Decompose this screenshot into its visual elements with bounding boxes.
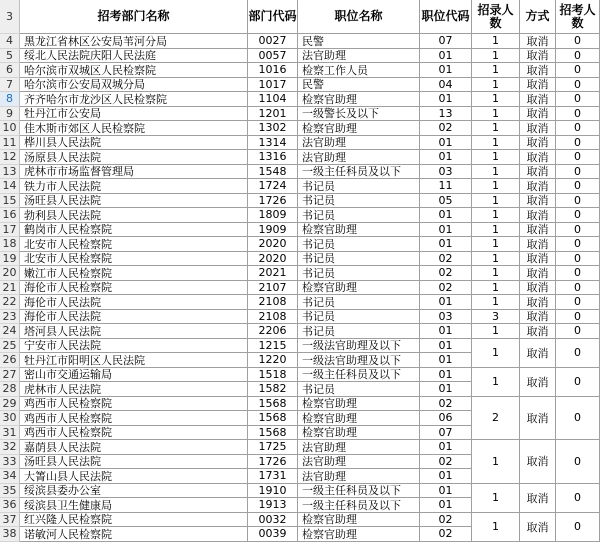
- row-header[interactable]: 16: [0, 208, 20, 223]
- dept-code-cell[interactable]: 1582: [248, 382, 298, 397]
- exam-count-cell[interactable]: 0: [556, 223, 600, 238]
- dept-code-cell[interactable]: 1220: [248, 353, 298, 368]
- row-header[interactable]: 13: [0, 165, 20, 180]
- hire-count-cell[interactable]: 2: [472, 397, 520, 441]
- dept-cell[interactable]: 勃利县人民法院: [20, 208, 248, 223]
- dept-cell[interactable]: 北安市人民检察院: [20, 237, 248, 252]
- method-cell[interactable]: 取消: [520, 237, 556, 252]
- method-cell[interactable]: 取消: [520, 150, 556, 165]
- dept-code-cell[interactable]: 1314: [248, 136, 298, 151]
- dept-code-cell[interactable]: 2108: [248, 295, 298, 310]
- position-cell[interactable]: 书记员: [298, 252, 420, 267]
- position-code-cell[interactable]: 01: [420, 150, 472, 165]
- dept-code-cell[interactable]: 1201: [248, 107, 298, 122]
- exam-count-cell[interactable]: 0: [556, 150, 600, 165]
- position-cell[interactable]: 一级法官助理及以下: [298, 353, 420, 368]
- exam-count-cell[interactable]: 0: [556, 310, 600, 325]
- position-code-cell[interactable]: 01: [420, 339, 472, 354]
- position-cell[interactable]: 一级警长及以下: [298, 107, 420, 122]
- column-header[interactable]: 方式: [520, 0, 556, 34]
- dept-code-cell[interactable]: 1017: [248, 78, 298, 93]
- dept-code-cell[interactable]: 1726: [248, 194, 298, 209]
- position-cell[interactable]: 书记员: [298, 382, 420, 397]
- dept-cell[interactable]: 嫩江市人民检察院: [20, 266, 248, 281]
- row-header[interactable]: 17: [0, 223, 20, 238]
- position-cell[interactable]: 法官助理: [298, 455, 420, 470]
- exam-count-cell[interactable]: 0: [556, 440, 600, 484]
- position-cell[interactable]: 民警: [298, 78, 420, 93]
- position-code-cell[interactable]: 11: [420, 179, 472, 194]
- row-header[interactable]: 25: [0, 339, 20, 354]
- dept-cell[interactable]: 汤原县人民法院: [20, 150, 248, 165]
- hire-count-cell[interactable]: 1: [472, 368, 520, 397]
- row-header[interactable]: 33: [0, 455, 20, 470]
- position-code-cell[interactable]: 02: [420, 252, 472, 267]
- position-code-cell[interactable]: 01: [420, 49, 472, 64]
- row-header[interactable]: 10: [0, 121, 20, 136]
- dept-cell[interactable]: 牡丹江市阳明区人民法院: [20, 353, 248, 368]
- position-code-cell[interactable]: 01: [420, 223, 472, 238]
- method-cell[interactable]: 取消: [520, 63, 556, 78]
- column-header[interactable]: 部门代码: [248, 0, 298, 34]
- exam-count-cell[interactable]: 0: [556, 107, 600, 122]
- method-cell[interactable]: 取消: [520, 339, 556, 368]
- dept-cell[interactable]: 黑龙江省林区公安局苇河分局: [20, 34, 248, 49]
- dept-code-cell[interactable]: 2206: [248, 324, 298, 339]
- position-cell[interactable]: 书记员: [298, 179, 420, 194]
- row-header[interactable]: 5: [0, 49, 20, 64]
- method-cell[interactable]: 取消: [520, 78, 556, 93]
- row-header[interactable]: 3: [0, 0, 20, 34]
- dept-code-cell[interactable]: 1725: [248, 440, 298, 455]
- position-cell[interactable]: 法官助理: [298, 440, 420, 455]
- dept-code-cell[interactable]: 1316: [248, 150, 298, 165]
- column-header[interactable]: 招考人数: [556, 0, 600, 34]
- hire-count-cell[interactable]: 1: [472, 484, 520, 513]
- position-cell[interactable]: 检察官助理: [298, 411, 420, 426]
- position-cell[interactable]: 书记员: [298, 310, 420, 325]
- exam-count-cell[interactable]: 0: [556, 208, 600, 223]
- row-header[interactable]: 27: [0, 368, 20, 383]
- position-code-cell[interactable]: 02: [420, 527, 472, 542]
- dept-code-cell[interactable]: 1568: [248, 411, 298, 426]
- row-header[interactable]: 26: [0, 353, 20, 368]
- exam-count-cell[interactable]: 0: [556, 368, 600, 397]
- exam-count-cell[interactable]: 0: [556, 63, 600, 78]
- row-header[interactable]: 30: [0, 411, 20, 426]
- exam-count-cell[interactable]: 0: [556, 513, 600, 542]
- position-code-cell[interactable]: 01: [420, 368, 472, 383]
- method-cell[interactable]: 取消: [520, 266, 556, 281]
- dept-cell[interactable]: 鸡西市人民检察院: [20, 397, 248, 412]
- row-header[interactable]: 29: [0, 397, 20, 412]
- row-header[interactable]: 28: [0, 382, 20, 397]
- hire-count-cell[interactable]: 1: [472, 121, 520, 136]
- hire-count-cell[interactable]: 1: [472, 237, 520, 252]
- method-cell[interactable]: 取消: [520, 208, 556, 223]
- position-code-cell[interactable]: 07: [420, 34, 472, 49]
- column-header[interactable]: 职位名称: [298, 0, 420, 34]
- row-header[interactable]: 7: [0, 78, 20, 93]
- position-cell[interactable]: 检察官助理: [298, 426, 420, 441]
- hire-count-cell[interactable]: 1: [472, 107, 520, 122]
- hire-count-cell[interactable]: 1: [472, 136, 520, 151]
- position-code-cell[interactable]: 01: [420, 484, 472, 499]
- position-cell[interactable]: 书记员: [298, 295, 420, 310]
- hire-count-cell[interactable]: 1: [472, 34, 520, 49]
- row-header[interactable]: 18: [0, 237, 20, 252]
- dept-code-cell[interactable]: 2021: [248, 266, 298, 281]
- exam-count-cell[interactable]: 0: [556, 136, 600, 151]
- method-cell[interactable]: 取消: [520, 295, 556, 310]
- position-cell[interactable]: 法官助理: [298, 469, 420, 484]
- dept-code-cell[interactable]: 1016: [248, 63, 298, 78]
- position-code-cell[interactable]: 07: [420, 426, 472, 441]
- dept-code-cell[interactable]: 1548: [248, 165, 298, 180]
- dept-cell[interactable]: 牡丹江市公安局: [20, 107, 248, 122]
- row-header[interactable]: 19: [0, 252, 20, 267]
- position-cell[interactable]: 书记员: [298, 194, 420, 209]
- dept-cell[interactable]: 虎林市市场监督管理局: [20, 165, 248, 180]
- position-code-cell[interactable]: 13: [420, 107, 472, 122]
- dept-cell[interactable]: 北安市人民检察院: [20, 252, 248, 267]
- method-cell[interactable]: 取消: [520, 179, 556, 194]
- hire-count-cell[interactable]: 1: [472, 194, 520, 209]
- dept-cell[interactable]: 汤旺县人民法院: [20, 455, 248, 470]
- dept-code-cell[interactable]: 1215: [248, 339, 298, 354]
- dept-cell[interactable]: 海伦市人民检察院: [20, 281, 248, 296]
- row-header[interactable]: 31: [0, 426, 20, 441]
- exam-count-cell[interactable]: 0: [556, 194, 600, 209]
- dept-code-cell[interactable]: 1518: [248, 368, 298, 383]
- position-code-cell[interactable]: 01: [420, 382, 472, 397]
- dept-cell[interactable]: 鹤岗市人民检察院: [20, 223, 248, 238]
- dept-cell[interactable]: 嘉荫县人民法院: [20, 440, 248, 455]
- position-cell[interactable]: 一级主任科员及以下: [298, 165, 420, 180]
- hire-count-cell[interactable]: 1: [472, 208, 520, 223]
- method-cell[interactable]: 取消: [520, 368, 556, 397]
- exam-count-cell[interactable]: 0: [556, 121, 600, 136]
- position-code-cell[interactable]: 01: [420, 469, 472, 484]
- method-cell[interactable]: 取消: [520, 92, 556, 107]
- exam-count-cell[interactable]: 0: [556, 34, 600, 49]
- method-cell[interactable]: 取消: [520, 223, 556, 238]
- exam-count-cell[interactable]: 0: [556, 252, 600, 267]
- exam-count-cell[interactable]: 0: [556, 92, 600, 107]
- position-cell[interactable]: 检察官助理: [298, 121, 420, 136]
- dept-cell[interactable]: 鸡西市人民检察院: [20, 411, 248, 426]
- dept-code-cell[interactable]: 0057: [248, 49, 298, 64]
- dept-cell[interactable]: 铁力市人民法院: [20, 179, 248, 194]
- dept-code-cell[interactable]: 2108: [248, 310, 298, 325]
- row-header[interactable]: 12: [0, 150, 20, 165]
- dept-code-cell[interactable]: 1726: [248, 455, 298, 470]
- dept-code-cell[interactable]: 1909: [248, 223, 298, 238]
- hire-count-cell[interactable]: 1: [472, 339, 520, 368]
- row-header[interactable]: 35: [0, 484, 20, 499]
- method-cell[interactable]: 取消: [520, 107, 556, 122]
- exam-count-cell[interactable]: 0: [556, 295, 600, 310]
- column-header[interactable]: 招录人数: [472, 0, 520, 34]
- row-header[interactable]: 21: [0, 281, 20, 296]
- position-code-cell[interactable]: 01: [420, 324, 472, 339]
- dept-code-cell[interactable]: 2107: [248, 281, 298, 296]
- dept-code-cell[interactable]: 2020: [248, 237, 298, 252]
- hire-count-cell[interactable]: 1: [472, 165, 520, 180]
- position-code-cell[interactable]: 01: [420, 440, 472, 455]
- dept-code-cell[interactable]: 0027: [248, 34, 298, 49]
- position-cell[interactable]: 法官助理: [298, 49, 420, 64]
- position-code-cell[interactable]: 01: [420, 63, 472, 78]
- dept-cell[interactable]: 齐齐哈尔市龙沙区人民检察院: [20, 92, 248, 107]
- position-cell[interactable]: 书记员: [298, 208, 420, 223]
- dept-code-cell[interactable]: 1104: [248, 92, 298, 107]
- exam-count-cell[interactable]: 0: [556, 339, 600, 368]
- dept-cell[interactable]: 汤旺县人民法院: [20, 194, 248, 209]
- dept-cell[interactable]: 绥滨县委办公室: [20, 484, 248, 499]
- method-cell[interactable]: 取消: [520, 440, 556, 484]
- position-code-cell[interactable]: 01: [420, 92, 472, 107]
- position-cell[interactable]: 书记员: [298, 324, 420, 339]
- exam-count-cell[interactable]: 0: [556, 266, 600, 281]
- position-code-cell[interactable]: 01: [420, 136, 472, 151]
- hire-count-cell[interactable]: 1: [472, 92, 520, 107]
- hire-count-cell[interactable]: 1: [472, 266, 520, 281]
- method-cell[interactable]: 取消: [520, 34, 556, 49]
- dept-code-cell[interactable]: 2020: [248, 252, 298, 267]
- method-cell[interactable]: 取消: [520, 121, 556, 136]
- exam-count-cell[interactable]: 0: [556, 78, 600, 93]
- position-cell[interactable]: 书记员: [298, 237, 420, 252]
- row-header[interactable]: 36: [0, 498, 20, 513]
- dept-cell[interactable]: 诺敏河人民检察院: [20, 527, 248, 542]
- exam-count-cell[interactable]: 0: [556, 484, 600, 513]
- position-code-cell[interactable]: 02: [420, 266, 472, 281]
- position-cell[interactable]: 检察官助理: [298, 397, 420, 412]
- dept-code-cell[interactable]: 0032: [248, 513, 298, 528]
- position-code-cell[interactable]: 02: [420, 121, 472, 136]
- dept-cell[interactable]: 哈尔滨市公安局双城分局: [20, 78, 248, 93]
- hire-count-cell[interactable]: 1: [472, 223, 520, 238]
- row-header[interactable]: 37: [0, 513, 20, 528]
- position-code-cell[interactable]: 01: [420, 237, 472, 252]
- dept-cell[interactable]: 海伦市人民法院: [20, 295, 248, 310]
- column-header[interactable]: 招考部门名称: [20, 0, 248, 34]
- position-code-cell[interactable]: 02: [420, 513, 472, 528]
- position-cell[interactable]: 检察官助理: [298, 513, 420, 528]
- dept-cell[interactable]: 海伦市人民法院: [20, 310, 248, 325]
- position-code-cell[interactable]: 04: [420, 78, 472, 93]
- method-cell[interactable]: 取消: [520, 281, 556, 296]
- dept-cell[interactable]: 密山市交通运输局: [20, 368, 248, 383]
- position-cell[interactable]: 一级主任科员及以下: [298, 368, 420, 383]
- method-cell[interactable]: 取消: [520, 194, 556, 209]
- dept-cell[interactable]: 宁安市人民法院: [20, 339, 248, 354]
- exam-count-cell[interactable]: 0: [556, 237, 600, 252]
- position-code-cell[interactable]: 01: [420, 498, 472, 513]
- method-cell[interactable]: 取消: [520, 310, 556, 325]
- position-cell[interactable]: 一级主任科员及以下: [298, 498, 420, 513]
- method-cell[interactable]: 取消: [520, 49, 556, 64]
- exam-count-cell[interactable]: 0: [556, 397, 600, 441]
- dept-code-cell[interactable]: 1809: [248, 208, 298, 223]
- row-header[interactable]: 9: [0, 107, 20, 122]
- position-cell[interactable]: 一级主任科员及以下: [298, 484, 420, 499]
- dept-code-cell[interactable]: 1913: [248, 498, 298, 513]
- dept-code-cell[interactable]: 1724: [248, 179, 298, 194]
- row-header[interactable]: 22: [0, 295, 20, 310]
- row-header[interactable]: 23: [0, 310, 20, 325]
- position-cell[interactable]: 一级法官助理及以下: [298, 339, 420, 354]
- dept-code-cell[interactable]: 1731: [248, 469, 298, 484]
- method-cell[interactable]: 取消: [520, 252, 556, 267]
- position-code-cell[interactable]: 01: [420, 208, 472, 223]
- position-code-cell[interactable]: 01: [420, 353, 472, 368]
- method-cell[interactable]: 取消: [520, 513, 556, 542]
- row-header[interactable]: 32: [0, 440, 20, 455]
- row-header[interactable]: 4: [0, 34, 20, 49]
- dept-cell[interactable]: 绥北人民法院庆阳人民法庭: [20, 49, 248, 64]
- hire-count-cell[interactable]: 1: [472, 440, 520, 484]
- hire-count-cell[interactable]: 1: [472, 78, 520, 93]
- hire-count-cell[interactable]: 1: [472, 295, 520, 310]
- method-cell[interactable]: 取消: [520, 136, 556, 151]
- position-cell[interactable]: 检察工作人员: [298, 63, 420, 78]
- position-code-cell[interactable]: 06: [420, 411, 472, 426]
- hire-count-cell[interactable]: 1: [472, 150, 520, 165]
- position-code-cell[interactable]: 03: [420, 165, 472, 180]
- exam-count-cell[interactable]: 0: [556, 281, 600, 296]
- exam-count-cell[interactable]: 0: [556, 179, 600, 194]
- hire-count-cell[interactable]: 1: [472, 281, 520, 296]
- row-header[interactable]: 6: [0, 63, 20, 78]
- row-header[interactable]: 20: [0, 266, 20, 281]
- hire-count-cell[interactable]: 1: [472, 513, 520, 542]
- dept-code-cell[interactable]: 1910: [248, 484, 298, 499]
- dept-code-cell[interactable]: 0039: [248, 527, 298, 542]
- position-code-cell[interactable]: 03: [420, 310, 472, 325]
- dept-cell[interactable]: 桦川县人民法院: [20, 136, 248, 151]
- exam-count-cell[interactable]: 0: [556, 165, 600, 180]
- method-cell[interactable]: 取消: [520, 484, 556, 513]
- row-header[interactable]: 14: [0, 179, 20, 194]
- hire-count-cell[interactable]: 1: [472, 324, 520, 339]
- method-cell[interactable]: 取消: [520, 165, 556, 180]
- hire-count-cell[interactable]: 1: [472, 252, 520, 267]
- dept-cell[interactable]: 佳木斯市郊区人民检察院: [20, 121, 248, 136]
- dept-cell[interactable]: 大箐山县人民法院: [20, 469, 248, 484]
- position-code-cell[interactable]: 01: [420, 295, 472, 310]
- column-header[interactable]: 职位代码: [420, 0, 472, 34]
- row-header[interactable]: 24: [0, 324, 20, 339]
- row-header[interactable]: 8: [0, 92, 20, 107]
- hire-count-cell[interactable]: 1: [472, 179, 520, 194]
- dept-cell[interactable]: 绥滨县卫生健康局: [20, 498, 248, 513]
- dept-cell[interactable]: 哈尔滨市双城区人民检察院: [20, 63, 248, 78]
- position-code-cell[interactable]: 02: [420, 397, 472, 412]
- dept-cell[interactable]: 红兴隆人民检察院: [20, 513, 248, 528]
- method-cell[interactable]: 取消: [520, 324, 556, 339]
- exam-count-cell[interactable]: 0: [556, 324, 600, 339]
- hire-count-cell[interactable]: 1: [472, 49, 520, 64]
- position-cell[interactable]: 检察官助理: [298, 92, 420, 107]
- hire-count-cell[interactable]: 1: [472, 63, 520, 78]
- dept-code-cell[interactable]: 1568: [248, 397, 298, 412]
- row-header[interactable]: 15: [0, 194, 20, 209]
- position-cell[interactable]: 检察官助理: [298, 281, 420, 296]
- row-header[interactable]: 38: [0, 527, 20, 542]
- hire-count-cell[interactable]: 3: [472, 310, 520, 325]
- dept-code-cell[interactable]: 1302: [248, 121, 298, 136]
- row-header[interactable]: 11: [0, 136, 20, 151]
- position-cell[interactable]: 检察官助理: [298, 527, 420, 542]
- position-cell[interactable]: 检察官助理: [298, 223, 420, 238]
- position-code-cell[interactable]: 05: [420, 194, 472, 209]
- position-cell[interactable]: 法官助理: [298, 136, 420, 151]
- position-cell[interactable]: 民警: [298, 34, 420, 49]
- position-cell[interactable]: 书记员: [298, 266, 420, 281]
- row-header[interactable]: 34: [0, 469, 20, 484]
- dept-cell[interactable]: 鸡西市人民检察院: [20, 426, 248, 441]
- position-code-cell[interactable]: 02: [420, 281, 472, 296]
- dept-cell[interactable]: 塔河县人民法院: [20, 324, 248, 339]
- position-code-cell[interactable]: 02: [420, 455, 472, 470]
- dept-code-cell[interactable]: 1568: [248, 426, 298, 441]
- dept-cell[interactable]: 虎林市人民法院: [20, 382, 248, 397]
- exam-count-cell[interactable]: 0: [556, 49, 600, 64]
- position-cell[interactable]: 法官助理: [298, 150, 420, 165]
- method-cell[interactable]: 取消: [520, 397, 556, 441]
